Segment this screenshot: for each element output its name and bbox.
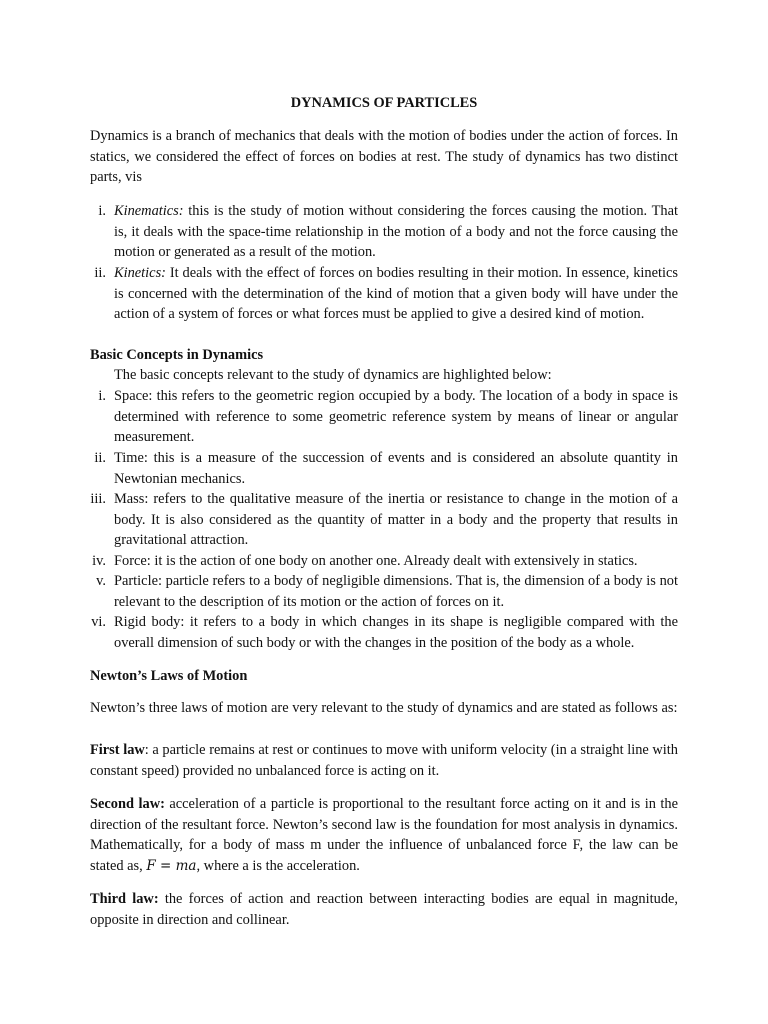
list-number: vi. [91, 614, 106, 630]
term-kinematics: Kinematics: [114, 203, 184, 219]
third-law-paragraph [90, 889, 678, 930]
second-law-formula: F = ma [146, 858, 197, 875]
list-number: ii. [94, 265, 106, 281]
newton-intro-paragraph: Newton’s three laws of motion are very relevant to the study of dynamics and are stated as follows as: [90, 700, 678, 716]
list-number: i. [98, 203, 106, 219]
concept-text: Time: this is a measure of the succession of events and is considered an absolute quantity in Newtonian mechanics. [114, 450, 678, 487]
first-law-paragraph [90, 740, 678, 781]
heading-newtons-laws: Newton’s Laws of Motion [90, 668, 248, 684]
list-number: ii. [94, 450, 106, 466]
second-law-paragraph [90, 794, 678, 877]
concept-text: Force: it is the action of one body on another one. Already dealt with extensively in statics. [114, 553, 638, 569]
second-law-tail: , where a is the acceleration. [196, 858, 360, 875]
third-law-text: the forces of action and reaction between interacting bodies are equal in magnitude, opposite in direction and collinear. [90, 891, 678, 928]
heading-basic-concepts: Basic Concepts in Dynamics [90, 347, 264, 363]
definition-kinematics: this is the study of motion without considering the forces causing the motion. That is, it deals with the space-time relationship in the motion of a body and not the force causing the motion or generated as a result of the motion. [114, 203, 678, 261]
page-title: DYNAMICS OF PARTICLES [290, 95, 478, 111]
list-number: v. [96, 573, 106, 589]
third-law-label: Third law: [90, 891, 159, 907]
second-law-label: Second law: [90, 796, 165, 812]
list-number: iii. [90, 491, 106, 507]
concept-text: Rigid body: it refers to a body in which changes in its shape is negligible compared with the overall dimension of such body or with the changes in the position of the body as a whole. [114, 614, 678, 651]
basic-concepts-intro: The basic concepts relevant to the study of dynamics are highlighted below: [114, 367, 552, 383]
definition-kinetics: It deals with the effect of forces on bodies resulting in their motion. In essence, kinetics is concerned with the determination of the kind of motion that a given body will have under the action of a system of forces or what forces must be applied to give a desired kind of motion. [114, 265, 678, 323]
first-law-text: : a particle remains at rest or continues to move with uniform velocity (in a straight line with constant speed) provided no unbalanced force is acting on it. [90, 742, 678, 779]
intro-paragraph: Dynamics is a branch of mechanics that deals with the motion of bodies under the action of forces. In statics, we considered the effect of forces on bodies at rest. The study of dynamics has two distinct parts, vis [90, 128, 678, 186]
list-number: iv. [92, 553, 106, 569]
concept-text: Particle: particle refers to a body of negligible dimensions. That is, the dimension of a body is not relevant to the description of its motion or the action of forces on it. [114, 573, 678, 610]
concept-text: Mass: refers to the qualitative measure of the inertia or resistance to change in the motion of a body. It is also considered as the quantity of matter in a body and the property that results in gravitational attraction. [114, 491, 678, 549]
list-number: i. [98, 388, 106, 404]
term-kinetics: Kinetics: [114, 265, 166, 281]
first-law-label: First law [90, 742, 145, 758]
concept-text: Space: this refers to the geometric region occupied by a body. The location of a body in space is determined with reference to some geometric reference system by means of linear or angular measurement. [114, 388, 678, 446]
second-law-text: acceleration of a particle is proportional to the resultant force acting on it and is in the direction of the resultant force. Newton’s second law is the foundation for most analysis in dynamics. Mathematically, for a body of mass m under the influence of unbalanced force F, the law can be stated as, [90, 796, 678, 875]
